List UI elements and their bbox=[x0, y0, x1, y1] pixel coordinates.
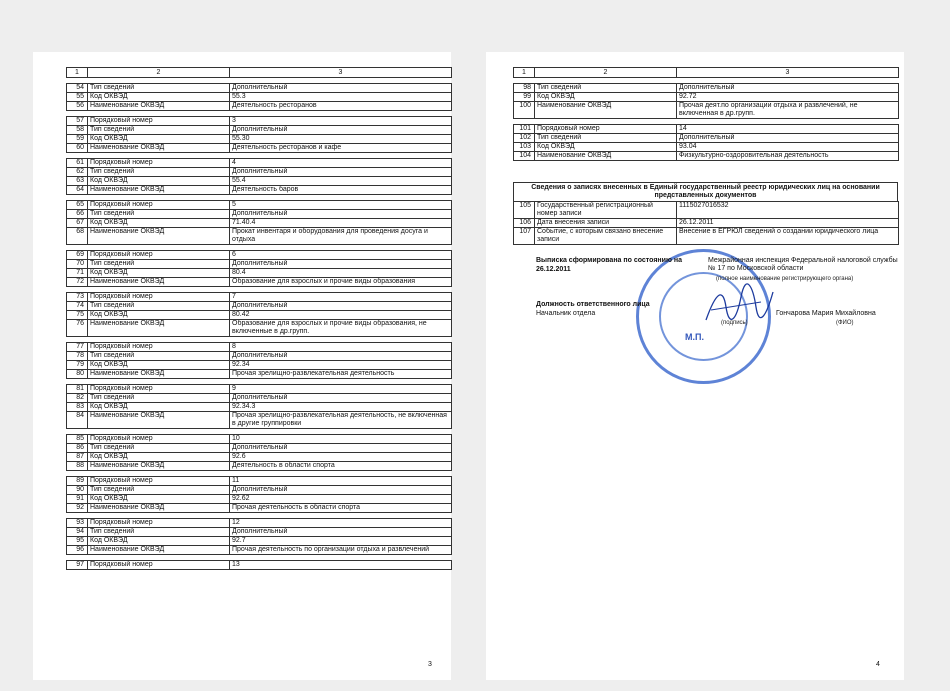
table-row bbox=[67, 370, 452, 379]
table-cell: 55.30 bbox=[230, 135, 452, 144]
table-row bbox=[514, 84, 899, 93]
row-number: 72 bbox=[67, 278, 88, 287]
table-row bbox=[67, 117, 452, 126]
table-cell: Порядковый номер bbox=[88, 251, 230, 260]
table-cell: Тип сведений bbox=[88, 486, 230, 495]
table-row bbox=[67, 293, 452, 302]
table-row bbox=[67, 278, 452, 287]
table-cell: Тип сведений bbox=[88, 394, 230, 403]
row-number: 101 bbox=[514, 125, 535, 134]
row-number: 59 bbox=[67, 135, 88, 144]
table-cell: 3 bbox=[677, 68, 899, 78]
table-cell: Тип сведений bbox=[88, 444, 230, 453]
row-number: 92 bbox=[67, 504, 88, 513]
table-cell: Дополнительный bbox=[230, 84, 452, 93]
table-row bbox=[67, 135, 452, 144]
table-cell: Прочая зрелищно-развлекательная деятельность, не включенная в другие группировки bbox=[230, 412, 452, 429]
stamp-mp-text: М.П. bbox=[685, 332, 704, 342]
table-cell: Наименование ОКВЭД bbox=[535, 152, 677, 161]
row-number: 84 bbox=[67, 412, 88, 429]
row-number: 95 bbox=[67, 537, 88, 546]
table-row bbox=[67, 210, 452, 219]
row-number: 106 bbox=[514, 219, 535, 228]
table-cell: Порядковый номер bbox=[535, 125, 677, 134]
table-cell: 93.04 bbox=[677, 143, 899, 152]
row-number: 64 bbox=[67, 186, 88, 195]
row-number: 60 bbox=[67, 144, 88, 153]
table-row bbox=[67, 361, 452, 370]
table-cell: Наименование ОКВЭД bbox=[88, 102, 230, 111]
row-number: 91 bbox=[67, 495, 88, 504]
table-cell: Дата внесения записи bbox=[535, 219, 677, 228]
row-number: 85 bbox=[67, 435, 88, 444]
table-cell: Деятельность ресторанов и кафе bbox=[230, 144, 452, 153]
row-number: 90 bbox=[67, 486, 88, 495]
row-number: 55 bbox=[67, 93, 88, 102]
table-cell: Деятельность ресторанов bbox=[230, 102, 452, 111]
name-caption: (ФИО) bbox=[836, 320, 854, 326]
table-cell: Порядковый номер bbox=[88, 385, 230, 394]
table-row bbox=[67, 561, 452, 570]
row-number: 102 bbox=[514, 134, 535, 143]
row-number: 62 bbox=[67, 168, 88, 177]
table-cell: Код ОКВЭД bbox=[88, 177, 230, 186]
row-number: 58 bbox=[67, 126, 88, 135]
table-cell: Дополнительный bbox=[230, 126, 452, 135]
table-cell: Тип сведений bbox=[88, 126, 230, 135]
table-cell: 3 bbox=[230, 68, 452, 78]
row-number: 63 bbox=[67, 177, 88, 186]
row-number: 80 bbox=[67, 370, 88, 379]
egrul-records-section bbox=[513, 182, 898, 245]
table-cell: 8 bbox=[230, 343, 452, 352]
table-cell: Код ОКВЭД bbox=[88, 495, 230, 504]
row-number: 98 bbox=[514, 84, 535, 93]
table-row bbox=[514, 143, 899, 152]
table-cell: Дополнительный bbox=[230, 486, 452, 495]
table-cell: Тип сведений bbox=[88, 302, 230, 311]
table-row bbox=[67, 537, 452, 546]
table-cell: Прочая зрелищно-развлекательная деятельность bbox=[230, 370, 452, 379]
table-row bbox=[514, 219, 899, 228]
table-cell: Дополнительный bbox=[230, 210, 452, 219]
table-cell: Тип сведений bbox=[88, 84, 230, 93]
right-page bbox=[486, 52, 904, 680]
left-page-number: 3 bbox=[428, 661, 432, 668]
table-cell: Код ОКВЭД bbox=[88, 311, 230, 320]
table-cell: 55.3 bbox=[230, 93, 452, 102]
row-number: 65 bbox=[67, 201, 88, 210]
table-cell: Порядковый номер bbox=[88, 117, 230, 126]
table-row bbox=[67, 453, 452, 462]
position-label: Должность ответственного лица bbox=[536, 301, 650, 308]
table-row bbox=[67, 495, 452, 504]
position-value: Начальник отдела bbox=[536, 310, 596, 317]
table-cell: Порядковый номер bbox=[88, 159, 230, 168]
table-cell: Порядковый номер bbox=[88, 561, 230, 570]
table-cell: Код ОКВЭД bbox=[535, 143, 677, 152]
row-number: 67 bbox=[67, 219, 88, 228]
table-cell: Образование для взрослых и прочие виды образования bbox=[230, 278, 452, 287]
table-row bbox=[67, 519, 452, 528]
table-cell: Физкультурно-оздоровительная деятельность bbox=[677, 152, 899, 161]
table-cell: Наименование ОКВЭД bbox=[88, 228, 230, 245]
table-cell: Наименование ОКВЭД bbox=[88, 504, 230, 513]
row-number: 57 bbox=[67, 117, 88, 126]
signature-caption: (подпись) bbox=[721, 320, 748, 326]
table-row bbox=[67, 168, 452, 177]
left-register-table bbox=[66, 67, 452, 570]
row-number: 88 bbox=[67, 462, 88, 471]
table-row bbox=[67, 186, 452, 195]
table-cell: Тип сведений bbox=[88, 528, 230, 537]
table-cell: Код ОКВЭД bbox=[88, 403, 230, 412]
row-number: 107 bbox=[514, 228, 535, 245]
table-cell: Прочая деятельность в области спорта bbox=[230, 504, 452, 513]
person-name: Гончарова Мария Михайловна bbox=[776, 310, 876, 317]
table-cell: Дополнительный bbox=[230, 260, 452, 269]
table-cell: Прочая деятельность по организации отдыха и развлечений bbox=[230, 546, 452, 555]
table-cell: Порядковый номер bbox=[88, 293, 230, 302]
table-cell: Код ОКВЭД bbox=[88, 219, 230, 228]
table-cell: Дополнительный bbox=[230, 168, 452, 177]
table-cell: Наименование ОКВЭД bbox=[88, 278, 230, 287]
row-number: 82 bbox=[67, 394, 88, 403]
row-number: 105 bbox=[514, 202, 535, 219]
table-cell: 11 bbox=[230, 477, 452, 486]
authority-name: Межрайонная инспекция Федеральной налоговой службы № 17 по Московской области bbox=[708, 257, 898, 272]
table-row bbox=[67, 102, 452, 111]
table-row bbox=[67, 352, 452, 361]
table-row bbox=[67, 144, 452, 153]
table-row bbox=[514, 202, 899, 219]
table-row bbox=[67, 320, 452, 337]
row-number: 89 bbox=[67, 477, 88, 486]
records-table bbox=[513, 201, 899, 245]
table-cell: Порядковый номер bbox=[88, 435, 230, 444]
table-cell: Прокат инвентаря и оборудования для проведения досуга и отдыха bbox=[230, 228, 452, 245]
row-number: 54 bbox=[67, 84, 88, 93]
row-number: 103 bbox=[514, 143, 535, 152]
row-number: 74 bbox=[67, 302, 88, 311]
table-cell: Внесение в ЕГРЮЛ сведений о создании юридического лица bbox=[677, 228, 899, 245]
table-cell: Код ОКВЭД bbox=[88, 453, 230, 462]
table-cell: Образование для взрослых и прочие виды образования, не включенные в др.групп. bbox=[230, 320, 452, 337]
table-row bbox=[67, 177, 452, 186]
table-row bbox=[67, 201, 452, 210]
table-row bbox=[67, 84, 452, 93]
table-cell: 92.72 bbox=[677, 93, 899, 102]
table-cell: Код ОКВЭД bbox=[88, 93, 230, 102]
row-number: 104 bbox=[514, 152, 535, 161]
table-cell: 3 bbox=[230, 117, 452, 126]
table-cell: Порядковый номер bbox=[88, 343, 230, 352]
row-number: 61 bbox=[67, 159, 88, 168]
table-row bbox=[67, 385, 452, 394]
row-number: 76 bbox=[67, 320, 88, 337]
table-row bbox=[67, 159, 452, 168]
table-row bbox=[67, 546, 452, 555]
table-cell: 92.7 bbox=[230, 537, 452, 546]
table-cell: Событие, с которым связано внесение записи bbox=[535, 228, 677, 245]
header-row bbox=[514, 68, 899, 78]
table-cell: Прочая деят.по организации отдыха и развлечений, не включенная в др.групп. bbox=[677, 102, 899, 119]
table-row bbox=[514, 125, 899, 134]
table-row bbox=[514, 93, 899, 102]
table-row bbox=[67, 477, 452, 486]
row-number: 70 bbox=[67, 260, 88, 269]
table-row bbox=[67, 93, 452, 102]
table-row bbox=[67, 126, 452, 135]
table-cell: Дополнительный bbox=[230, 394, 452, 403]
table-cell: Наименование ОКВЭД bbox=[88, 546, 230, 555]
extract-date: 26.12.2011 bbox=[536, 266, 571, 273]
table-cell: 13 bbox=[230, 561, 452, 570]
row-number: 56 bbox=[67, 102, 88, 111]
table-cell: Дополнительный bbox=[230, 352, 452, 361]
row-number: 93 bbox=[67, 519, 88, 528]
row-number: 71 bbox=[67, 269, 88, 278]
table-row bbox=[514, 228, 899, 245]
row-number: 69 bbox=[67, 251, 88, 260]
table-cell: Тип сведений bbox=[535, 134, 677, 143]
row-number: 86 bbox=[67, 444, 88, 453]
table-cell: Дополнительный bbox=[230, 528, 452, 537]
row-number: 97 bbox=[67, 561, 88, 570]
table-row bbox=[67, 412, 452, 429]
table-row bbox=[67, 486, 452, 495]
table-row bbox=[67, 444, 452, 453]
header-row bbox=[67, 68, 452, 78]
table-cell: 9 bbox=[230, 385, 452, 394]
table-cell: 1 bbox=[514, 68, 535, 78]
table-cell: 92.6 bbox=[230, 453, 452, 462]
table-row bbox=[514, 152, 899, 161]
table-cell: Государственный регистрационный номер записи bbox=[535, 202, 677, 219]
row-number: 96 bbox=[67, 546, 88, 555]
table-cell: 14 bbox=[677, 125, 899, 134]
table-cell: Наименование ОКВЭД bbox=[535, 102, 677, 119]
table-cell: Тип сведений bbox=[88, 352, 230, 361]
row-number: 66 bbox=[67, 210, 88, 219]
table-cell: Тип сведений bbox=[88, 168, 230, 177]
table-cell: 2 bbox=[88, 68, 230, 78]
table-cell: Дополнительный bbox=[677, 84, 899, 93]
row-number: 77 bbox=[67, 343, 88, 352]
table-cell: Тип сведений bbox=[88, 210, 230, 219]
table-cell: Дополнительный bbox=[230, 302, 452, 311]
section-title: Сведения о записях внесенных в Единый государственный реестр юридических лиц на основании представленных документов bbox=[513, 182, 898, 201]
table-cell: Наименование ОКВЭД bbox=[88, 462, 230, 471]
table-row bbox=[514, 134, 899, 143]
table-cell: 5 bbox=[230, 201, 452, 210]
table-row bbox=[67, 528, 452, 537]
table-cell: Наименование ОКВЭД bbox=[88, 144, 230, 153]
table-cell: 1115027016532 bbox=[677, 202, 899, 219]
table-cell: 4 bbox=[230, 159, 452, 168]
table-cell: 80.4 bbox=[230, 269, 452, 278]
table-cell: Тип сведений bbox=[88, 260, 230, 269]
table-cell: 10 bbox=[230, 435, 452, 444]
row-number: 100 bbox=[514, 102, 535, 119]
table-cell: 92.34.3 bbox=[230, 403, 452, 412]
table-cell: 71.40.4 bbox=[230, 219, 452, 228]
table-cell: Наименование ОКВЭД bbox=[88, 186, 230, 195]
table-cell: 92.34 bbox=[230, 361, 452, 370]
table-cell: Код ОКВЭД bbox=[535, 93, 677, 102]
right-register-table bbox=[513, 67, 899, 161]
table-cell: 7 bbox=[230, 293, 452, 302]
table-row bbox=[67, 343, 452, 352]
row-number: 99 bbox=[514, 93, 535, 102]
table-row bbox=[67, 251, 452, 260]
authority-caption: (полное наименование регистрирующего органа) bbox=[716, 276, 854, 282]
table-row bbox=[67, 302, 452, 311]
row-number: 87 bbox=[67, 453, 88, 462]
extract-label: Выписка сформирована по состоянию на bbox=[536, 257, 682, 264]
table-cell: Код ОКВЭД bbox=[88, 135, 230, 144]
table-cell: Код ОКВЭД bbox=[88, 361, 230, 370]
row-number: 79 bbox=[67, 361, 88, 370]
table-row bbox=[67, 311, 452, 320]
table-cell: Порядковый номер bbox=[88, 201, 230, 210]
extract-footer bbox=[536, 257, 896, 328]
table-cell: 55.4 bbox=[230, 177, 452, 186]
table-cell: 2 bbox=[535, 68, 677, 78]
table-row bbox=[67, 228, 452, 245]
table-row bbox=[67, 435, 452, 444]
table-row bbox=[67, 394, 452, 403]
table-row bbox=[514, 102, 899, 119]
row-number: 78 bbox=[67, 352, 88, 361]
table-cell: Код ОКВЭД bbox=[88, 537, 230, 546]
row-number: 83 bbox=[67, 403, 88, 412]
table-cell: Код ОКВЭД bbox=[88, 269, 230, 278]
row-number: 94 bbox=[67, 528, 88, 537]
table-row bbox=[67, 403, 452, 412]
table-cell: Порядковый номер bbox=[88, 477, 230, 486]
row-number: 73 bbox=[67, 293, 88, 302]
table-cell: 80.42 bbox=[230, 311, 452, 320]
table-cell: 6 bbox=[230, 251, 452, 260]
table-cell: Дополнительный bbox=[230, 444, 452, 453]
table-cell: Деятельность в области спорта bbox=[230, 462, 452, 471]
table-cell: Наименование ОКВЭД bbox=[88, 412, 230, 429]
table-cell: Наименование ОКВЭД bbox=[88, 370, 230, 379]
table-row bbox=[67, 462, 452, 471]
row-number: 68 bbox=[67, 228, 88, 245]
table-cell: Порядковый номер bbox=[88, 519, 230, 528]
table-cell: Дополнительный bbox=[677, 134, 899, 143]
table-row bbox=[67, 504, 452, 513]
row-number: 81 bbox=[67, 385, 88, 394]
table-cell: 12 bbox=[230, 519, 452, 528]
table-row bbox=[67, 269, 452, 278]
table-row bbox=[67, 219, 452, 228]
right-page-number: 4 bbox=[876, 661, 880, 668]
table-cell: 92.62 bbox=[230, 495, 452, 504]
table-cell: Деятельность баров bbox=[230, 186, 452, 195]
left-page bbox=[33, 52, 451, 680]
table-cell: Наименование ОКВЭД bbox=[88, 320, 230, 337]
table-cell: Тип сведений bbox=[535, 84, 677, 93]
table-cell: 1 bbox=[67, 68, 88, 78]
table-row bbox=[67, 260, 452, 269]
row-number: 75 bbox=[67, 311, 88, 320]
table-cell: 26.12.2011 bbox=[677, 219, 899, 228]
